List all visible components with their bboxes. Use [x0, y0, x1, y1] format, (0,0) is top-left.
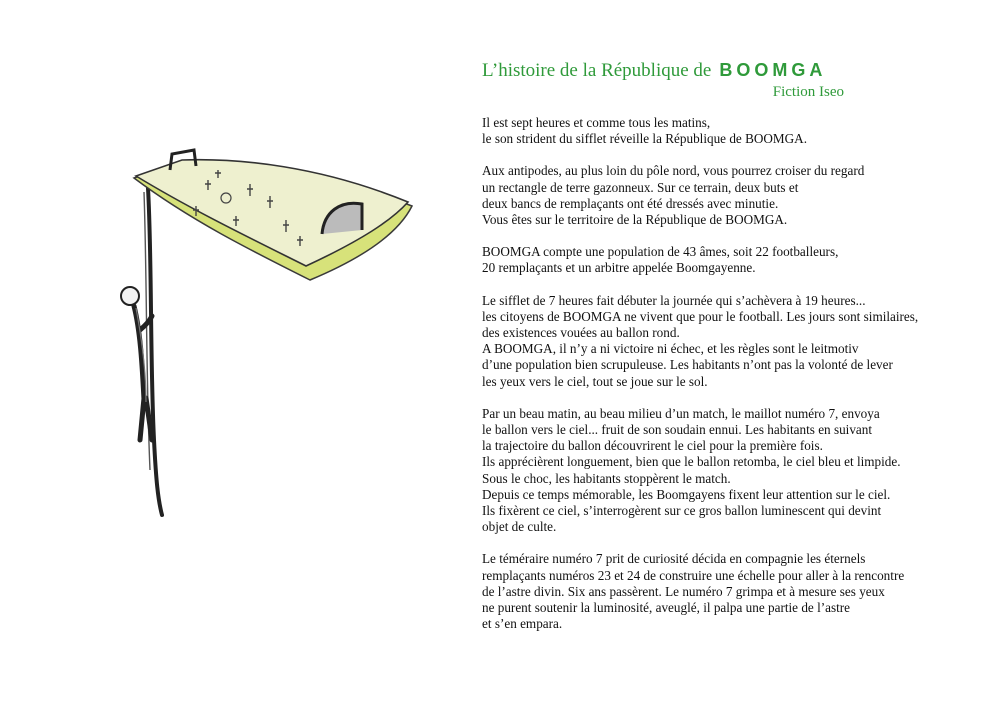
story-paragraph [482, 115, 952, 147]
story-line: Le sifflet de 7 heures fait débuter la journée qui s’achèvera à 19 heures... [482, 292, 866, 308]
story-line: Depuis ce temps mémorable, les Boomgayens fixent leur attention sur le ciel. [482, 486, 891, 502]
story-line: d’une population bien scrupuleuse. Les habitants n’ont pas la volonté de lever [482, 357, 893, 373]
story-line: deux bancs de remplaçants ont été dressés avec minutie. [482, 195, 779, 211]
story-line: Sous le choc, les habitants stoppèrent le match. [482, 470, 731, 486]
story-paragraph [482, 551, 952, 632]
title-block [482, 58, 844, 101]
story-line: remplaçants numéros 23 et 24 de construire une échelle pour aller à la rencontre [482, 567, 905, 583]
story-line: Le téméraire numéro 7 prit de curiosité décida en compagnie les éternels [482, 551, 866, 567]
story-line: Vous êtes sur le territoire de la République de BOOMGA. [482, 212, 788, 228]
story-line: BOOMGA compte une population de 43 âmes, soit 22 footballeurs, [482, 244, 839, 260]
story-paragraph [482, 244, 952, 276]
pitch-flag-drawing [100, 140, 430, 530]
story-line: les citoyens de BOOMGA ne vivent que pour le football. Les jours sont similaires, [482, 308, 919, 324]
story-line: ne purent soutenir la luminosité, aveuglé, il palpa une partie de l’astre [482, 600, 851, 616]
page-title [482, 58, 844, 83]
story-line: Par un beau matin, au beau milieu d’un match, le maillot numéro 7, envoya [482, 405, 880, 421]
story-line: le son strident du sifflet réveille la République de BOOMGA. [482, 131, 807, 147]
subtitle: Fiction Iseo [772, 84, 844, 100]
story-line: Ils fixèrent ce ciel, s’interrogèrent sur ce gros ballon luminescent qui devint [482, 503, 882, 519]
story-line: Ils apprécièrent longuement, bien que le ballon retomba, le ciel bleu et limpide. [482, 454, 901, 470]
title-brand: BOOMGA [719, 60, 827, 80]
story-line: objet de culte. [482, 519, 557, 535]
story-paragraph [482, 406, 952, 536]
story-paragraph [482, 163, 952, 228]
story-line: A BOOMGA, il n’y a ni victoire ni échec, et les règles sont le leitmotiv [482, 341, 859, 357]
story-line: un rectangle de terre gazonneux. Sur ce terrain, deux buts et [482, 179, 799, 195]
story-line: la trajectoire du ballon découvrirent le ciel pour la première fois. [482, 438, 823, 454]
story-paragraph [482, 293, 952, 390]
story-line: Aux antipodes, au plus loin du pôle nord, vous pourrez croiser du regard [482, 163, 865, 179]
story-line: le ballon vers le ciel... fruit de son soudain ennui. Les habitants en suivant [482, 422, 873, 438]
story-line: Il est sept heures et comme tous les matins, [482, 115, 711, 130]
title-prefix: L’histoire de la République de [482, 60, 712, 81]
story-text [482, 115, 952, 648]
story-line: et s’en empara. [482, 616, 563, 632]
story-line: 20 remplaçants et un arbitre appelée Boomgayenne. [482, 260, 756, 276]
story-line: de l’astre divin. Six ans passèrent. Le numéro 7 grimpa et à mesure ses yeux [482, 583, 885, 599]
story-line: les yeux vers le ciel, tout se joue sur le sol. [482, 373, 708, 389]
story-line: des existences vouées au ballon rond. [482, 325, 680, 341]
pitch-flag-illustration [100, 140, 430, 530]
